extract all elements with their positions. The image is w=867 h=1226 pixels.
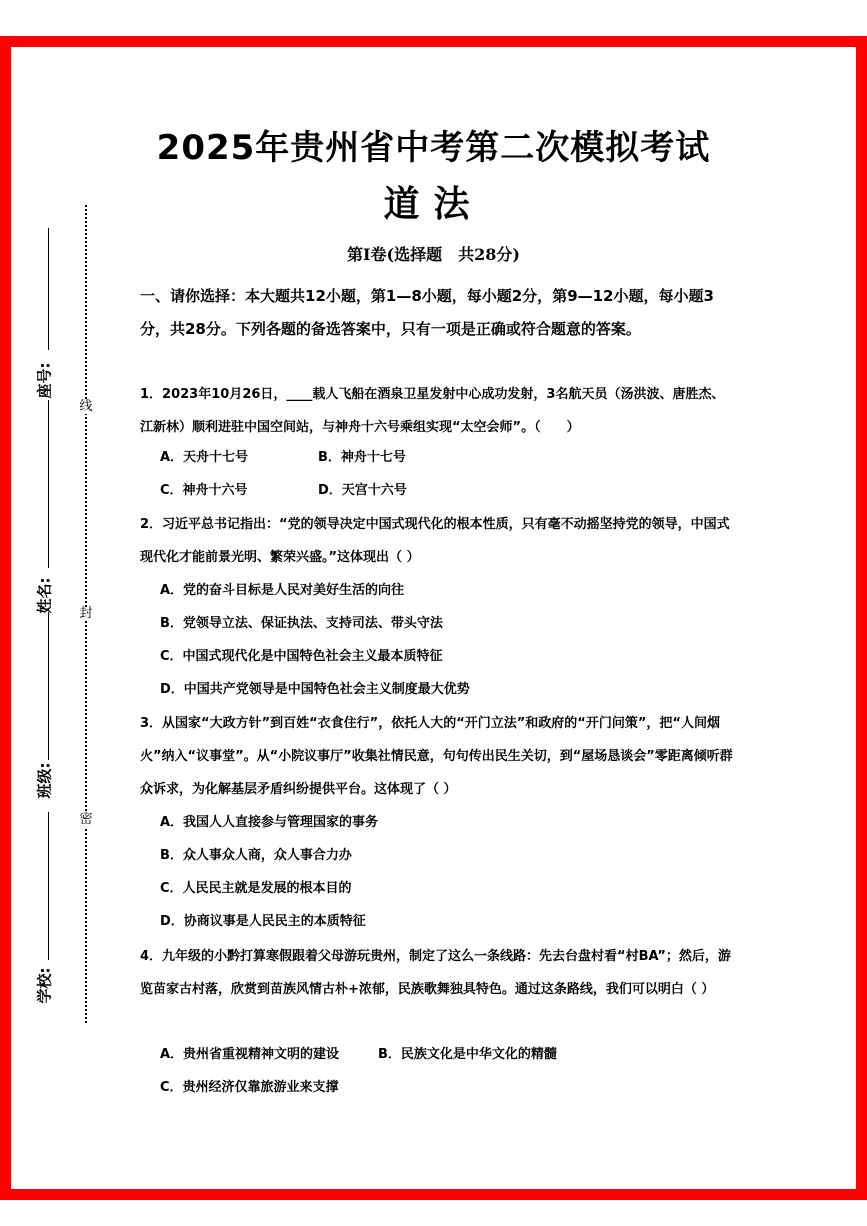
- class-line: [48, 612, 49, 760]
- seal-mark-mi: 密: [79, 812, 93, 827]
- question-4-stem: 4．九年级的小黔打算寒假跟着父母游玩贵州，制定了这么一条线路：先去台盘村看“村BA”；然后，游览苗家古村落，欣赏到苗族风情古朴+浓郁，民族歌舞独具特色。通过这条路线，我们可以明白（ ）: [140, 949, 731, 997]
- question-2-option-a: A．党的奋斗目标是人民对美好生活的向往: [160, 583, 405, 598]
- question-3-stem: 3．从国家“大政方针”到百姓“衣食住行”，依托人大的“开门立法”和政府的“开门问策”，把“人间烟火”纳入“议事堂”。从“小院议事厅”收集社情民意，句句传出民生关切，到“屋场恳谈会”零距离倾听群众诉求，为化解基层矛盾纠纷提供平台。这体现了（ ）: [140, 716, 733, 797]
- question-3-option-c: C．人民民主就是发展的根本目的: [160, 881, 352, 896]
- seal-mark-xian: 线: [79, 399, 93, 414]
- question-2-option-b: B．党领导立法、保证执法、支持司法、带头守法: [160, 616, 443, 631]
- exam-subject: 道法: [383, 183, 484, 225]
- section-title: 第Ⅰ卷(选择题 共28分): [347, 245, 520, 264]
- exam-title: 2025年贵州省中考第二次模拟考试: [156, 128, 711, 168]
- question-1-option-a: A．天舟十七号: [160, 450, 249, 465]
- seal-mark-feng: 封: [79, 606, 93, 621]
- instructions: 一、请你选择：本大题共12小题，第1—8小题，每小题2分，第9—12小题，每小题3分，共28分。下列各题的备选答案中，只有一项是正确或符合题意的答案。: [140, 287, 714, 338]
- school-label: 学校:: [35, 967, 54, 1004]
- question-1-option-b: B．神舟十七号: [318, 450, 406, 465]
- question-1-option-d: D．天宫十六号: [318, 483, 407, 498]
- question-2-option-d: D．中国共产党领导是中国特色社会主义制度最大优势: [160, 682, 470, 697]
- question-3-option-b: B．众人事众人商，众人事合力办: [160, 848, 352, 863]
- question-2-option-c: C．中国式现代化是中国特色社会主义最本质特征: [160, 649, 443, 664]
- question-1-stem: 1．2023年10月26日，____载人飞船在酒泉卫星发射中心成功发射，3名航天员（汤洪波、唐胜杰、江新林）顺利进驻中国空间站，与神舟十六号乘组实现“太空会师”。（ ）: [140, 387, 725, 435]
- question-4-option-b: B．民族文化是中华文化的精髓: [378, 1047, 557, 1062]
- school-line: [48, 812, 49, 960]
- class-label: 班级:: [35, 762, 54, 799]
- question-1-option-c: C．神舟十六号: [160, 483, 248, 498]
- name-label: 姓名:: [35, 577, 54, 614]
- seat-number-label: 座号:: [35, 362, 54, 399]
- question-4-option-a: A．贵州省重视精神文明的建设: [160, 1047, 340, 1062]
- question-2-stem: 2．习近平总书记指出：“党的领导决定中国式现代化的根本性质，只有毫不动摇坚持党的领导，中国式现代化才能前景光明、繁荣兴盛。”这体现出（ ）: [140, 517, 730, 565]
- question-3-option-a: A．我国人人直接参与管理国家的事务: [160, 815, 379, 830]
- name-line: [48, 400, 49, 568]
- question-3-option-d: D．协商议事是人民民主的本质特征: [160, 914, 366, 929]
- question-4-option-c: C．贵州经济仅靠旅游业来支撑: [160, 1080, 339, 1095]
